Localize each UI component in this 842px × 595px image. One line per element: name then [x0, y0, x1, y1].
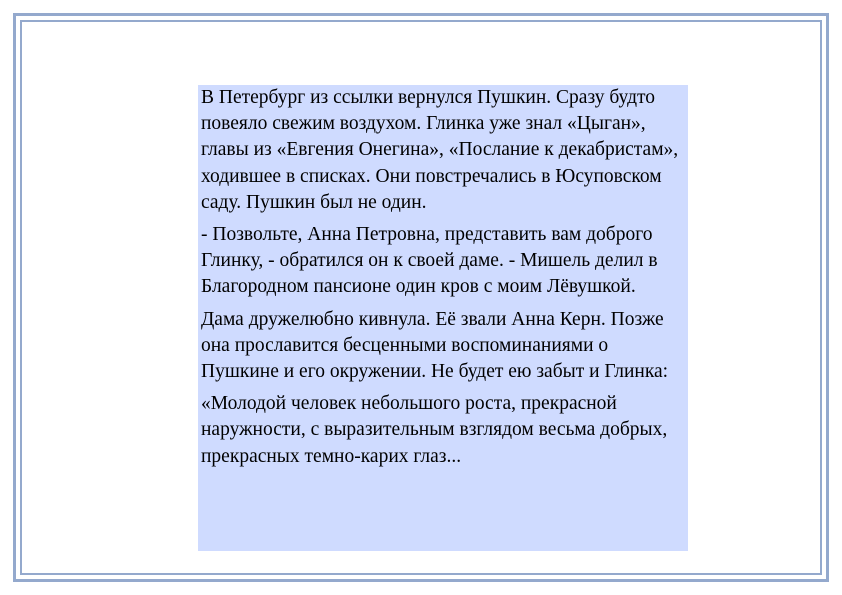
paragraph: Дама дружелюбно кивнула. Её звали Анна Керн. Позже она прославится бесценными воспоминаниями о Пушкине и его окружении. Не будет ею забыт и Глинка:: [201, 308, 669, 383]
paragraph: «Молодой человек небольшого роста, прекрасной наружности, с выразительным взглядом весьма добрых, прекрасных темно-карих глаз...: [201, 393, 668, 467]
text-block: [198, 85, 688, 551]
paragraph: - Позвольте, Анна Петровна, представить вам доброго Глинку, - обратился он к своей даме. - Мишель делил в Благородном пансионе один кров с моим Лёвушкой.: [201, 224, 658, 298]
paragraph: В Петербург из ссылки вернулся Пушкин. Сразу будто повеяло свежим воздухом. Глинка уже знал «Цыган», главы из «Евгения Онегина», «Послание к декабристам», ходившее в списках. Они повстречались в Юсуповском саду. Пушкин был не один.: [201, 87, 679, 213]
